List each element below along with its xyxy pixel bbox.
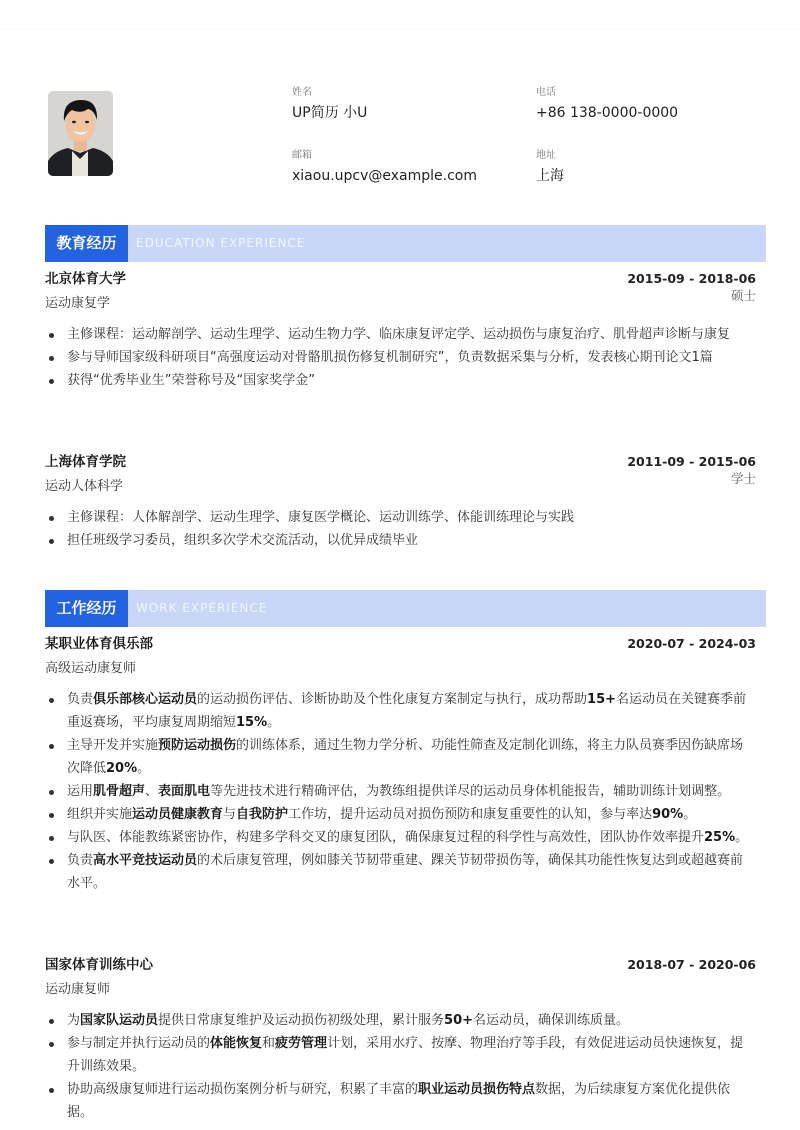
degree: 硕士 bbox=[730, 288, 756, 303]
name-field bbox=[292, 86, 532, 123]
major: 运动康复学 bbox=[45, 296, 111, 311]
date-range: 2020-07 - 2024-03 bbox=[627, 636, 756, 651]
education-entry bbox=[45, 269, 766, 392]
address-field bbox=[536, 149, 776, 186]
email-value: xiaou.upcv@example.com bbox=[292, 168, 477, 184]
phone-label: 电话 bbox=[536, 87, 556, 98]
list-item: 负责高水平竞技运动员的术后康复管理，例如膝关节韧带重建、踝关节韧带损伤等，确保其功能性恢复达到或超越赛前水平。 bbox=[45, 849, 766, 895]
education-section-header bbox=[45, 225, 766, 262]
phone-field bbox=[536, 86, 776, 123]
job-role: 运动康复师 bbox=[45, 982, 111, 997]
major: 运动人体科学 bbox=[45, 479, 124, 494]
list-item: 参与制定并执行运动员的体能恢复和疲劳管理计划，采用水疗、按摩、物理治疗等手段，有效促进运动员快速恢复，提升训练效果。 bbox=[45, 1032, 766, 1078]
address-label: 地址 bbox=[536, 150, 556, 161]
work-entry bbox=[45, 634, 766, 895]
bullet-list bbox=[45, 688, 766, 895]
list-item: 与队医、体能教练紧密协作，构建多学科交叉的康复团队，确保康复过程的科学性与高效性，团队协作效率提升25%。 bbox=[45, 826, 766, 849]
top-margin bbox=[0, 0, 800, 30]
date-range: 2015-09 - 2018-06 bbox=[627, 271, 756, 286]
list-item: 为国家队运动员提供日常康复维护及运动损伤初级处理，累计服务50+名运动员，确保训练质量。 bbox=[45, 1009, 766, 1032]
list-item: 主修课程：人体解剖学、运动生理学、康复医学概论、运动训练学、体能训练理论与实践 bbox=[45, 506, 766, 529]
school-name: 北京体育大学 bbox=[45, 271, 126, 287]
list-item: 主导开发并实施预防运动损伤的训练体系，通过生物力学分析、功能性筛查及定制化训练，将主力队员赛季因伤缺席场次降低20%。 bbox=[45, 734, 766, 780]
name-label: 姓名 bbox=[292, 87, 312, 98]
list-item: 运用肌骨超声、表面肌电等先进技术进行精确评估，为教练组提供详尽的运动员身体机能报告，辅助训练计划调整。 bbox=[45, 780, 766, 803]
company-name: 国家体育训练中心 bbox=[45, 957, 153, 973]
email-field bbox=[292, 149, 532, 186]
work-title-en: WORK EXPERIENCE bbox=[136, 601, 268, 615]
work-title: 工作经历 bbox=[45, 590, 128, 627]
list-item: 协助高级康复师进行运动损伤案例分析与研究，积累了丰富的职业运动员损伤特点数据，为后续康复方案优化提供依据。 bbox=[45, 1078, 766, 1124]
address-value: 上海 bbox=[536, 168, 564, 184]
date-range: 2011-09 - 2015-06 bbox=[627, 454, 756, 469]
person-portrait-icon bbox=[48, 91, 113, 176]
list-item: 参与导师国家级科研项目“高强度运动对骨骼肌损伤修复机制研究”，负责数据采集与分析，发表核心期刊论文1篇 bbox=[45, 346, 766, 369]
education-entry bbox=[45, 452, 766, 552]
top-divider bbox=[0, 29, 800, 30]
email-label: 邮箱 bbox=[292, 150, 312, 161]
avatar-photo bbox=[48, 91, 113, 176]
education-title-en: EDUCATION EXPERIENCE bbox=[136, 236, 306, 250]
list-item: 负责俱乐部核心运动员的运动损伤评估、诊断协助及个性化康复方案制定与执行，成功帮助15+名运动员在关键赛季前重返赛场，平均康复周期缩短15%。 bbox=[45, 688, 766, 734]
phone-value: +86 138-0000-0000 bbox=[536, 105, 679, 121]
school-name: 上海体育学院 bbox=[45, 454, 126, 470]
list-item: 获得“优秀毕业生”荣誉称号及“国家奖学金” bbox=[45, 369, 766, 392]
profile-header bbox=[45, 86, 766, 196]
job-role: 高级运动康复师 bbox=[45, 661, 137, 676]
education-title: 教育经历 bbox=[45, 225, 128, 262]
work-entry bbox=[45, 955, 766, 1124]
bullet-list bbox=[45, 323, 766, 392]
date-range: 2018-07 - 2020-06 bbox=[627, 957, 756, 972]
bullet-list bbox=[45, 1009, 766, 1124]
bullet-list bbox=[45, 506, 766, 552]
list-item: 担任班级学习委员，组织多次学术交流活动，以优异成绩毕业 bbox=[45, 529, 766, 552]
work-section-header bbox=[45, 590, 766, 627]
list-item: 组织并实施运动员健康教育与自我防护工作坊，提升运动员对损伤预防和康复重要性的认知，参与率达90%。 bbox=[45, 803, 766, 826]
degree: 学士 bbox=[730, 471, 756, 486]
name-value: UP简历 小U bbox=[292, 105, 368, 121]
list-item: 主修课程：运动解剖学、运动生理学、运动生物力学、临床康复评定学、运动损伤与康复治疗、肌骨超声诊断与康复 bbox=[45, 323, 766, 346]
company-name: 某职业体育俱乐部 bbox=[45, 636, 153, 652]
